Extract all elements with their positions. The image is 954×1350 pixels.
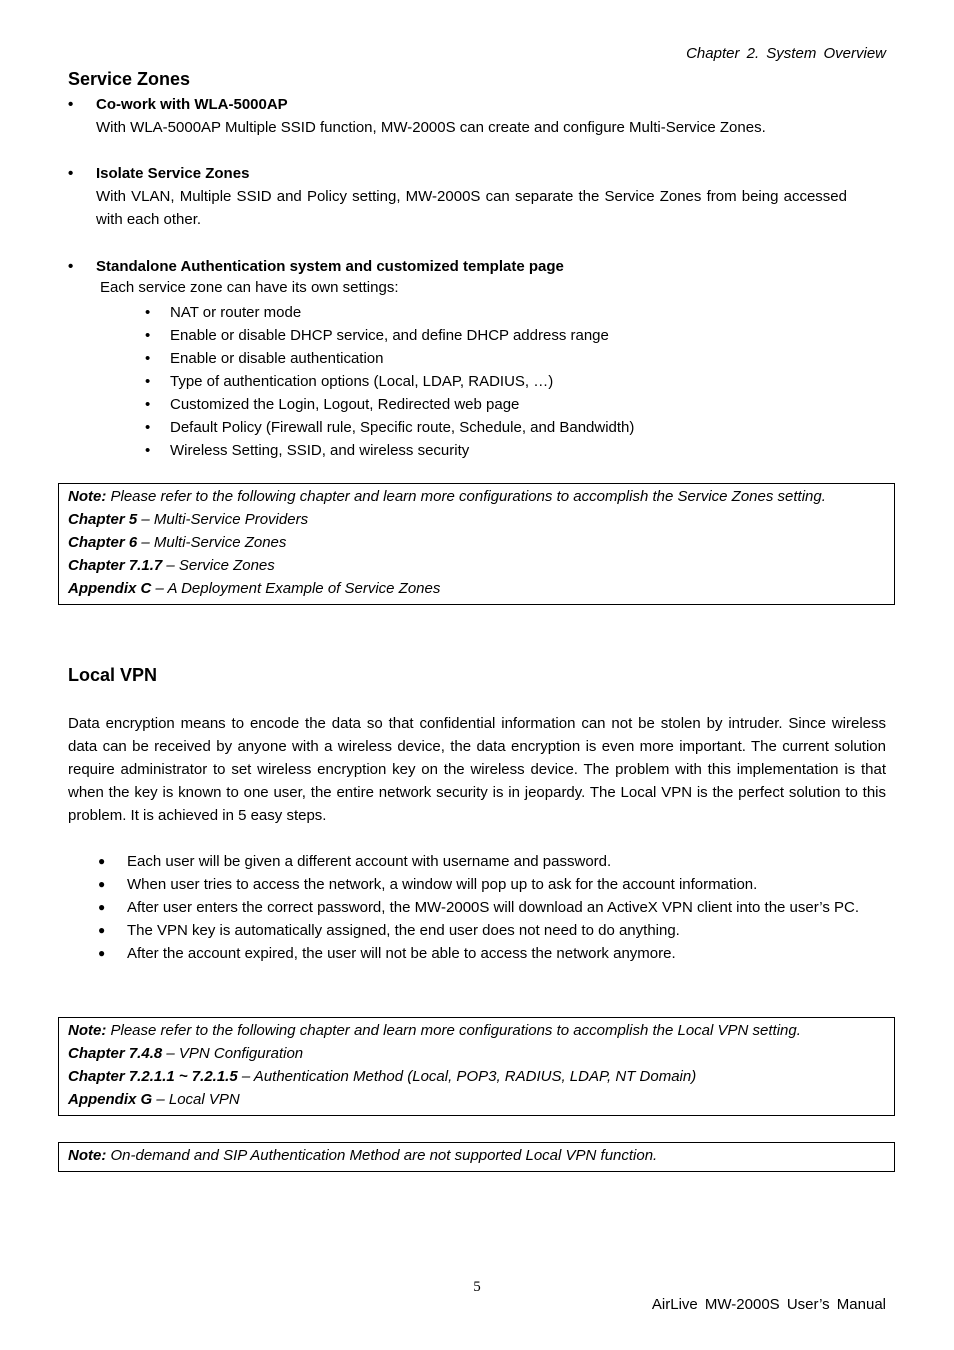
subheading-isolate-label: Isolate Service Zones — [96, 165, 250, 182]
bullet-icon: • — [145, 304, 151, 321]
list-item: ● After the account expired, the user will not be able to access the network anymore. — [98, 942, 888, 965]
list-item: • Enable or disable DHCP service, and define DHCP address range — [145, 324, 634, 347]
bullet-icon: • — [145, 396, 151, 413]
running-header: Chapter 2. System Overview — [686, 45, 886, 62]
subheading-isolate — [68, 165, 249, 182]
bullet-icon: • — [68, 96, 74, 113]
list-item: • Wireless Setting, SSID, and wireless security — [145, 439, 634, 462]
running-footer: AirLive MW-2000S User’s Manual — [651, 1296, 886, 1313]
local-vpn-steps-list — [98, 850, 888, 965]
note-ref: Chapter 6 – Multi-Service Zones — [68, 534, 287, 551]
service-zone-settings-list — [145, 301, 634, 462]
bullet-icon: ● — [98, 923, 106, 937]
note-ref: Appendix C – A Deployment Example of Service Zones — [68, 580, 441, 597]
bullet-icon: • — [145, 350, 151, 367]
note-ref: Appendix G – Local VPN — [68, 1091, 240, 1108]
note-line: Note: Please refer to the following chapter and learn more configurations to accomplish the Local VPN setting. — [68, 1022, 801, 1039]
list-item: ● After user enters the correct password, the MW-2000S will download an ActiveX VPN client into the user’s PC. — [98, 896, 888, 919]
list-item: • Type of authentication options (Local, LDAP, RADIUS, …) — [145, 370, 634, 393]
note-ref: Chapter 7.1.7 – Service Zones — [68, 557, 275, 574]
list-item: • Default Policy (Firewall rule, Specific route, Schedule, and Bandwidth) — [145, 416, 634, 439]
list-item: • NAT or router mode — [145, 301, 634, 324]
section-title-service-zones: Service Zones — [68, 69, 191, 89]
local-vpn-paragraph: Data encryption means to encode the data so that confidential information can not be stolen by intruder. Since wireless data can be received by anyone with a wireless device, the data encryption is even more important. The current solution require administrator to set wireless encryption key on the wireless device. The problem with this implementation is that when the key is known to one user, the entire network security is in jeopardy. The Local VPN is the perfect solution to this problem. It is achieved in 5 easy steps. — [68, 715, 886, 824]
bullet-icon: ● — [98, 877, 106, 891]
subheading-standalone — [68, 258, 564, 275]
list-item: ● When user tries to access the network, a window will pop up to ask for the account information. — [98, 873, 888, 896]
bullet-icon: • — [145, 373, 151, 390]
bullet-icon: • — [145, 327, 151, 344]
note-label: Note: — [68, 1147, 107, 1164]
note-ref: Chapter 7.2.1.1 ~ 7.2.1.5 – Authentication Method (Local, POP3, RADIUS, LDAP, NT Domain) — [68, 1068, 697, 1085]
isolate-text: With VLAN, Multiple SSID and Policy setting, MW-2000S can separate the Service Zones from being accessed with each other. — [96, 188, 847, 228]
list-item: • Enable or disable authentication — [145, 347, 634, 370]
bullet-icon: • — [145, 419, 151, 436]
bullet-icon: • — [145, 442, 151, 459]
bullet-icon: • — [68, 258, 74, 275]
bullet-icon: ● — [98, 946, 106, 960]
note-box-local-vpn-support — [58, 1142, 895, 1172]
note-box-service-zones — [58, 483, 895, 605]
list-item: ● The VPN key is automatically assigned, the end user does not need to do anything. — [98, 919, 888, 942]
bullet-icon: ● — [98, 900, 106, 914]
list-item: ● Each user will be given a different account with username and password. — [98, 850, 888, 873]
subheading-standalone-label: Standalone Authentication system and customized template page — [96, 258, 564, 275]
note-line: Note: On-demand and SIP Authentication Method are not supported Local VPN function. — [68, 1147, 658, 1164]
list-item: • Customized the Login, Logout, Redirected web page — [145, 393, 634, 416]
note-label: Note: — [68, 1022, 107, 1039]
bullet-icon: ● — [98, 854, 106, 868]
bullet-icon: • — [68, 165, 74, 182]
page-number: 5 — [473, 1279, 481, 1295]
subheading-cowork-label: Co-work with WLA-5000AP — [96, 96, 288, 113]
note-label: Note: — [68, 488, 107, 505]
note-line: Note: Please refer to the following chapter and learn more configurations to accomplish the Service Zones setting. — [68, 488, 826, 505]
note-box-local-vpn — [58, 1017, 895, 1116]
note-ref: Chapter 7.4.8 – VPN Configuration — [68, 1045, 304, 1062]
section-title-local-vpn: Local VPN — [68, 665, 158, 685]
subheading-cowork — [68, 96, 288, 113]
cowork-text: With WLA-5000AP Multiple SSID function, MW-2000S can create and configure Multi-Service Zones. — [96, 119, 766, 136]
standalone-intro: Each service zone can have its own settings: — [100, 279, 399, 296]
note-ref: Chapter 5 – Multi-Service Providers — [68, 511, 309, 528]
